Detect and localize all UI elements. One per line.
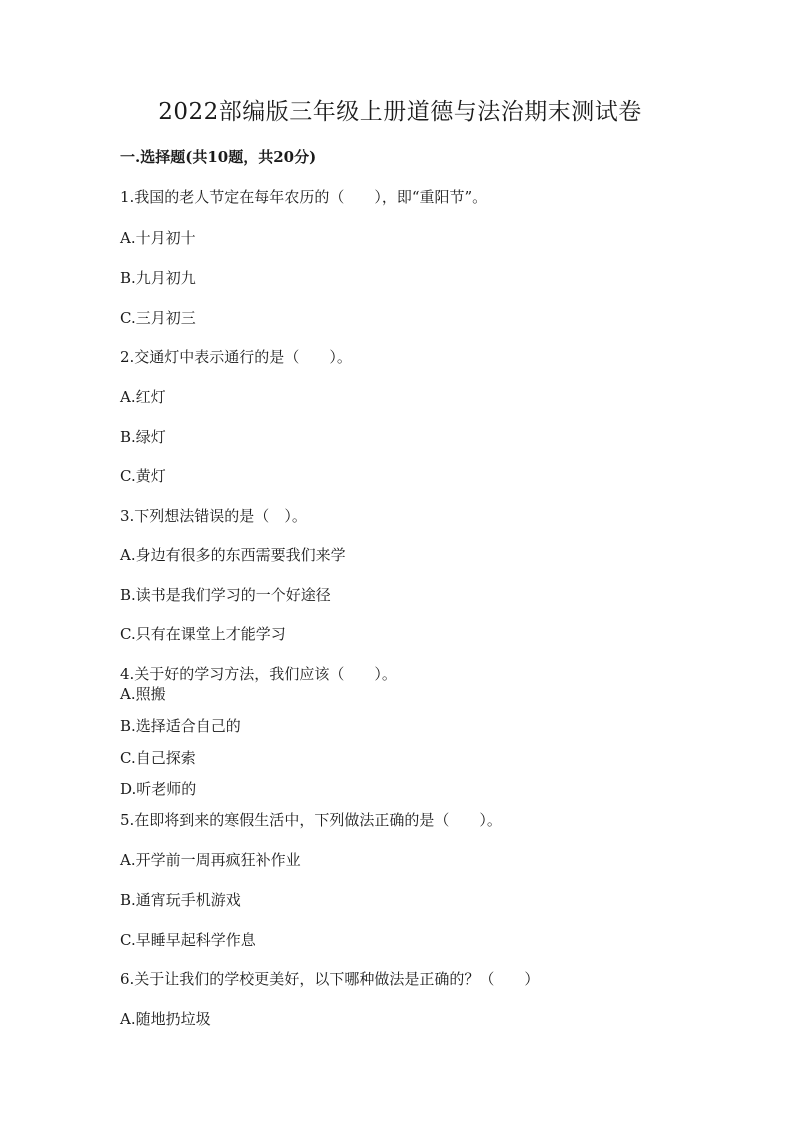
page-title: 2022部编版三年级上册道德与法治期末测试卷 <box>158 99 642 125</box>
question-2-stem: 2.交通灯中表示通行的是（ ）。 <box>120 348 352 366</box>
question-2-option-a: A.红灯 <box>120 388 166 406</box>
question-3-option-c: C.只有在课堂上才能学习 <box>120 625 286 643</box>
question-2-option-c: C.黄灯 <box>120 467 166 485</box>
question-1-option-b: B.九月初九 <box>120 269 196 287</box>
section-heading: 一.选择题(共10题，共20分) <box>120 148 317 166</box>
question-6-option-a: A.随地扔垃圾 <box>120 1010 211 1028</box>
question-5-stem: 5.在即将到来的寒假生活中，下列做法正确的是（ ）。 <box>120 811 502 829</box>
question-1-option-a: A.十月初十 <box>120 229 196 247</box>
question-1-option-c: C.三月初三 <box>120 309 196 327</box>
question-4-option-b: B.选择适合自己的 <box>120 717 241 735</box>
question-5-option-c: C.早睡早起科学作息 <box>120 931 256 949</box>
question-6-stem: 6.关于让我们的学校更美好，以下哪种做法是正确的？（ ） <box>120 970 540 988</box>
question-1-stem: 1.我国的老人节定在每年农历的（ ），即“重阳节”。 <box>120 188 488 206</box>
question-5-option-b: B.通宵玩手机游戏 <box>120 891 241 909</box>
question-3-stem: 3.下列想法错误的是（ ）。 <box>120 507 307 525</box>
question-3-option-a: A.身边有很多的东西需要我们来学 <box>120 546 346 564</box>
question-4-option-d: D.听老师的 <box>120 780 197 798</box>
question-4-option-c: C.自己探索 <box>120 749 196 767</box>
question-2-option-b: B.绿灯 <box>120 428 166 446</box>
question-4-option-a: A.照搬 <box>120 685 166 703</box>
question-3-option-b: B.读书是我们学习的一个好途径 <box>120 586 331 604</box>
question-5-option-a: A.开学前一周再疯狂补作业 <box>120 851 301 869</box>
question-4-stem: 4.关于好的学习方法，我们应该（ ）。 <box>120 665 397 683</box>
